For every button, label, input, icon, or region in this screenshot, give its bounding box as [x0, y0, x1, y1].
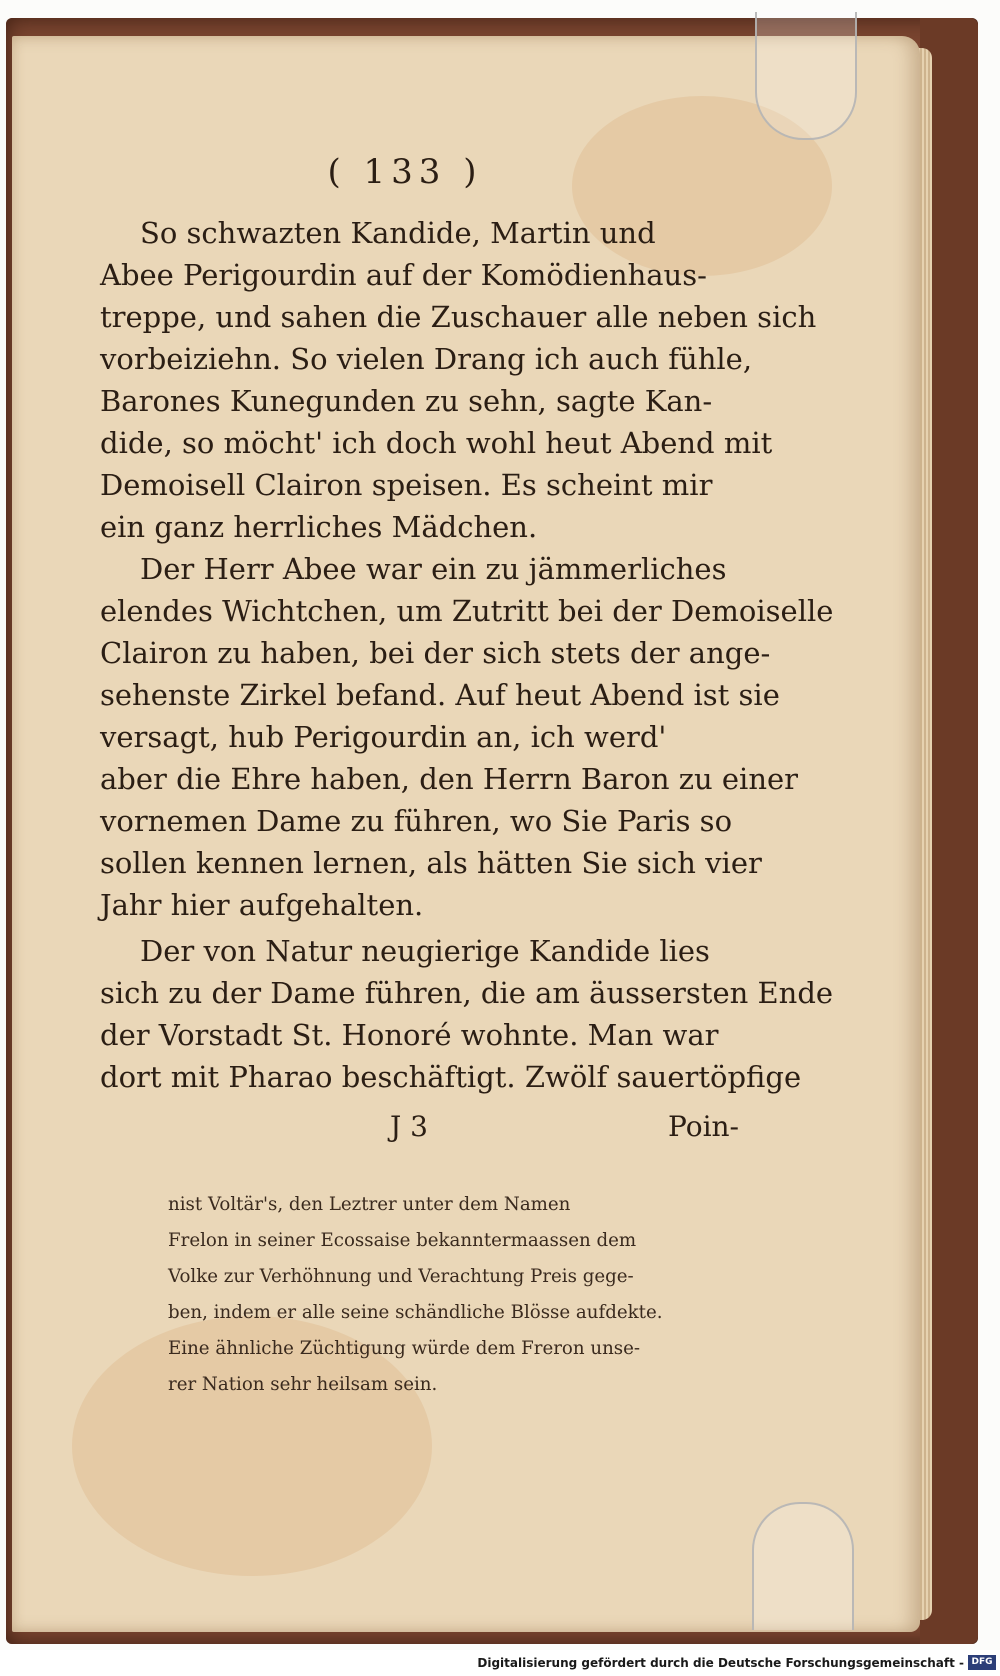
text-line: So schwazten Kandide, Martin und	[140, 216, 656, 250]
text-line: sich zu der Dame führen, die am äussersten Ende	[100, 976, 834, 1010]
text-line: versagt, hub Perigourdin an, ich werd'	[100, 720, 667, 754]
text-line: Abee Perigourdin auf der Komödienhaus-	[100, 258, 707, 292]
credit-bar	[0, 1650, 1000, 1676]
text-line: Jahr hier aufgehalten.	[100, 888, 424, 922]
footnote-line: Eine ähnliche Züchtigung würde dem Freron unse-	[168, 1338, 641, 1359]
page-number: ( 133 )	[327, 152, 483, 192]
text-line: sollen kennen lernen, als hätten Sie sich vier	[100, 846, 762, 880]
text-line: Demoisell Clairon speisen. Es scheint mir	[100, 468, 713, 502]
text-line: Barones Kunegunden zu sehn, sagte Kan-	[100, 384, 713, 418]
text-line: vorbeiziehn. So vielen Drang ich auch fühle,	[100, 342, 753, 376]
footnote-line: Volke zur Verhöhnung und Verachtung Preis gege-	[168, 1266, 634, 1287]
page-clip-bottom	[752, 1502, 854, 1630]
text-line: aber die Ehre haben, den Herrn Baron zu einer	[100, 762, 799, 796]
text-line: treppe, und sahen die Zuschauer alle neben sich	[100, 300, 817, 334]
footnote-line: Frelon in seiner Ecossaise bekanntermaassen dem	[168, 1230, 637, 1251]
text-line: sehenste Zirkel befand. Auf heut Abend ist sie	[100, 678, 780, 712]
footnote-line: ben, indem er alle seine schändliche Blösse aufdekte.	[168, 1302, 663, 1323]
text-line: vornemen Dame zu führen, wo Sie Paris so	[100, 804, 733, 838]
page-edges	[918, 48, 932, 1620]
text-line: Der von Natur neugierige Kandide lies	[140, 934, 710, 968]
text-line: Der Herr Abee war ein zu jämmerliches	[140, 552, 727, 586]
footnote-line: rer Nation sehr heilsam sein.	[168, 1374, 438, 1395]
text-line: ein ganz herrliches Mädchen.	[100, 510, 538, 544]
page-clip-top	[755, 12, 857, 140]
dfg-logo-icon: DFG	[968, 1655, 996, 1670]
signature-mark: J 3	[390, 1110, 428, 1143]
text-line: Clairon zu haben, bei der sich stets der ange-	[100, 636, 771, 670]
text-line: elendes Wichtchen, um Zutritt bei der Demoiselle	[100, 594, 834, 628]
text-line: der Vorstadt St. Honoré wohnte. Man war	[100, 1018, 719, 1052]
text-line: dort mit Pharao beschäftigt. Zwölf sauertöpfige	[100, 1060, 802, 1094]
footnote-line: nist Voltär's, den Leztrer unter dem Namen	[168, 1194, 571, 1215]
catchword: Poin-	[668, 1110, 740, 1143]
funding-credit: Digitalisierung gefördert durch die Deutsche Forschungsgemeinschaft -	[477, 1656, 964, 1670]
text-line: dide, so möcht' ich doch wohl heut Abend mit	[100, 426, 773, 460]
